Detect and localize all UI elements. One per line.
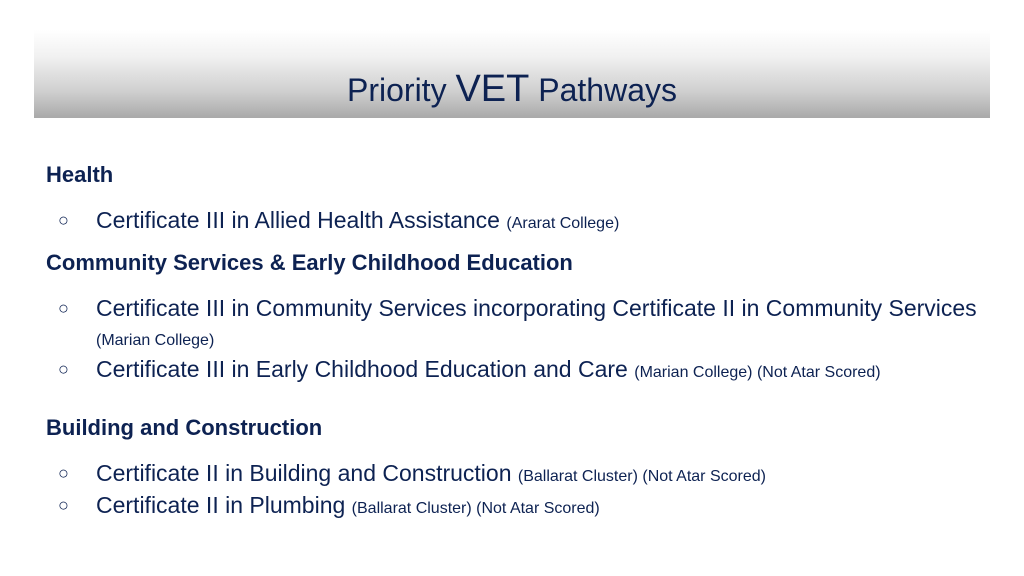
- item-provider: (Marian College): [96, 332, 215, 349]
- item-title: Certificate II in Building and Construction: [96, 460, 512, 486]
- title-part-1: Priority: [347, 72, 456, 108]
- section-heading-community: Community Services & Early Childhood Education: [46, 250, 573, 275]
- health-list: [46, 206, 986, 238]
- bullet-icon: ○: [58, 298, 69, 318]
- list-item: [46, 459, 986, 491]
- community-list: [46, 294, 986, 387]
- section-heading-building: Building and Construction: [46, 415, 323, 440]
- bullet-icon: ○: [58, 210, 69, 230]
- item-title: Certificate III in Community Services incorporating Certificate II in Community Services: [96, 295, 977, 321]
- list-item: [46, 355, 986, 387]
- item-title: Certificate III in Allied Health Assistance: [96, 207, 500, 233]
- list-item: [46, 294, 986, 355]
- title-part-2: VET: [455, 68, 530, 110]
- title-part-3: Pathways: [529, 72, 677, 108]
- slide-title: [34, 70, 990, 108]
- list-item: [46, 206, 986, 238]
- building-list: [46, 459, 986, 523]
- item-provider: (Ballarat Cluster) (Not Atar Scored): [517, 468, 766, 485]
- item-title: Certificate III in Early Childhood Education and Care: [96, 356, 628, 382]
- bullet-icon: ○: [58, 495, 69, 515]
- item-provider: (Ballarat Cluster) (Not Atar Scored): [351, 500, 600, 517]
- item-title: Certificate II in Plumbing: [96, 492, 346, 518]
- title-bar: [34, 30, 990, 118]
- item-provider: (Ararat College): [506, 215, 620, 232]
- bullet-icon: ○: [58, 359, 69, 379]
- item-provider: (Marian College) (Not Atar Scored): [634, 364, 881, 381]
- bullet-icon: ○: [58, 463, 69, 483]
- section-heading-health: Health: [46, 162, 114, 187]
- slide-content: [46, 160, 986, 523]
- list-item: [46, 491, 986, 523]
